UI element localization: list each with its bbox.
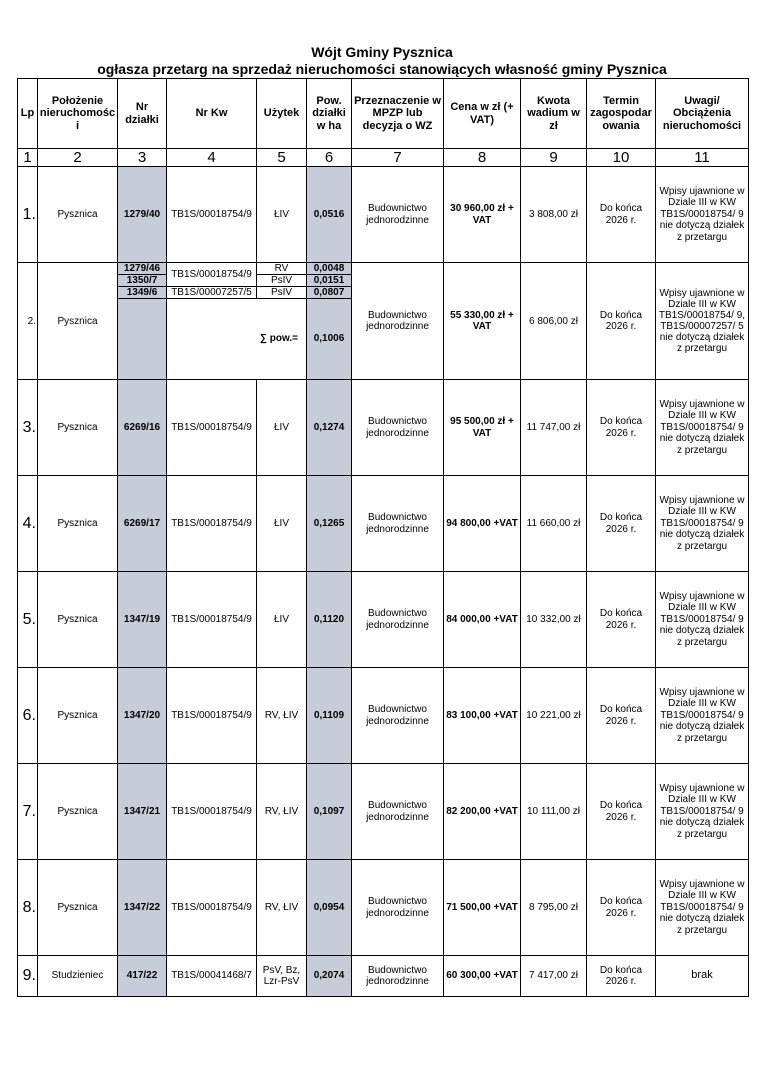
table-row xyxy=(18,263,749,275)
row-parcel-number: 1347/22 xyxy=(118,860,167,956)
row-lp: 5. xyxy=(18,572,38,668)
row-purpose: Budownictwo jednorodzinne xyxy=(352,764,444,860)
row-land-register: TB1S/00018754/9 xyxy=(167,668,257,764)
table-row xyxy=(18,380,749,476)
col-number: 6 xyxy=(307,149,352,167)
row-parcel-number: 1347/19 xyxy=(118,572,167,668)
row-deposit: 7 417,00 zł xyxy=(521,956,587,997)
row-term: Do końca 2026 r. xyxy=(587,476,656,572)
row-term: Do końca 2026 r. xyxy=(587,167,656,263)
row-land-use: PsIV xyxy=(257,275,307,287)
row-lp: 1. xyxy=(18,167,38,263)
row-location: Pysznica xyxy=(38,476,118,572)
row-area: 0,1274 xyxy=(307,380,352,476)
area-sum-label: ∑ pow.= xyxy=(167,299,307,380)
row-land-register: TB1S/00018754/9 xyxy=(167,380,257,476)
table-row xyxy=(18,167,749,263)
table-row xyxy=(18,668,749,764)
row-lp: 3. xyxy=(18,380,38,476)
row-lp: 8. xyxy=(18,860,38,956)
header-land-register: Nr Kw xyxy=(167,79,257,149)
row-deposit: 11 747,00 zł xyxy=(521,380,587,476)
row-notes: Wpisy ujawnione w Dziale III w KW TB1S/00018754/ 9 nie dotyczą działek z przetargu xyxy=(656,860,749,956)
header-row xyxy=(18,79,749,149)
row-location: Pysznica xyxy=(38,263,118,380)
row-price: 82 200,00 +VAT xyxy=(444,764,521,860)
row-location: Pysznica xyxy=(38,167,118,263)
row-lp: 4. xyxy=(18,476,38,572)
row-parcel-number: 1349/6 xyxy=(118,287,167,299)
table-row xyxy=(18,956,749,997)
document-subtitle: ogłasza przetarg na sprzedaż nieruchomości stanowiących własność gminy Pysznica xyxy=(97,61,667,77)
row-area: 0,2074 xyxy=(307,956,352,997)
row-land-use: RV, ŁIV xyxy=(257,764,307,860)
col-number: 1 xyxy=(18,149,38,167)
col-number: 9 xyxy=(521,149,587,167)
row-purpose: Budownictwo jednorodzinne xyxy=(352,476,444,572)
row-location: Pysznica xyxy=(38,380,118,476)
row-notes: Wpisy ujawnione w Dziale III w KW TB1S/00018754/ 9 nie dotyczą działek z przetargu xyxy=(656,668,749,764)
row-location: Pysznica xyxy=(38,572,118,668)
row-parcel-number: 1279/46 xyxy=(118,263,167,275)
row-land-register: TB1S/00018754/9 xyxy=(167,476,257,572)
row-land-use: ŁIV xyxy=(257,167,307,263)
row-term: Do końca 2026 r. xyxy=(587,860,656,956)
row-price: 95 500,00 zł + VAT xyxy=(444,380,521,476)
row-land-use: ŁIV xyxy=(257,476,307,572)
row-purpose: Budownictwo jednorodzinne xyxy=(352,668,444,764)
row-land-register: TB1S/00018754/9 xyxy=(167,860,257,956)
row-land-register: TB1S/00041468/7 xyxy=(167,956,257,997)
row-deposit: 10 111,00 zł xyxy=(521,764,587,860)
col-number: 10 xyxy=(587,149,656,167)
row-land-register: TB1S/00018754/9 xyxy=(167,167,257,263)
row-area: 0,0954 xyxy=(307,860,352,956)
row-land-use: ŁIV xyxy=(257,380,307,476)
row-area: 0,1120 xyxy=(307,572,352,668)
document-title: Wójt Gminy Pysznica xyxy=(311,44,453,60)
row-price: 60 300,00 +VAT xyxy=(444,956,521,997)
row-price: 94 800,00 +VAT xyxy=(444,476,521,572)
row-price: 30 960,00 zł + VAT xyxy=(444,167,521,263)
row-price: 83 100,00 +VAT xyxy=(444,668,521,764)
row-land-use: RV, ŁIV xyxy=(257,668,307,764)
col-number: 2 xyxy=(38,149,118,167)
row-land-use: ŁIV xyxy=(257,572,307,668)
row-area: 0,0516 xyxy=(307,167,352,263)
header-area: Pow. działki w ha xyxy=(307,79,352,149)
row-parcel-empty xyxy=(118,299,167,380)
row-deposit: 3 808,00 zł xyxy=(521,167,587,263)
row-notes: brak xyxy=(656,956,749,997)
row-notes: Wpisy ujawnione w Dziale III w KW TB1S/00018754/ 9, TB1S/00007257/ 5 nie dotyczą działek z przetargu xyxy=(656,263,749,380)
row-price: 71 500,00 +VAT xyxy=(444,860,521,956)
row-notes: Wpisy ujawnione w Dziale III w KW TB1S/00018754/ 9 nie dotyczą działek z przetargu xyxy=(656,764,749,860)
row-deposit: 8 795,00 zł xyxy=(521,860,587,956)
row-area: 0,0048 xyxy=(307,263,352,275)
row-area: 0,0807 xyxy=(307,287,352,299)
header-location: Położenie nieruchomości xyxy=(38,79,118,149)
header-deposit: Kwota wadium w zł xyxy=(521,79,587,149)
row-term: Do końca 2026 r. xyxy=(587,263,656,380)
row-land-use: RV xyxy=(257,263,307,275)
row-land-use: PsIV xyxy=(257,287,307,299)
col-number: 5 xyxy=(257,149,307,167)
tender-table xyxy=(17,78,749,997)
row-deposit: 11 660,00 zł xyxy=(521,476,587,572)
row-term: Do końca 2026 r. xyxy=(587,956,656,997)
row-notes: Wpisy ujawnione w Dziale III w KW TB1S/00018754/ 9 nie dotyczą działek z przetargu xyxy=(656,167,749,263)
row-price: 84 000,00 +VAT xyxy=(444,572,521,668)
row-lp: 6. xyxy=(18,668,38,764)
row-purpose: Budownictwo jednorodzinne xyxy=(352,380,444,476)
header-term: Termin zagospodarowania xyxy=(587,79,656,149)
row-area: 0,0151 xyxy=(307,275,352,287)
row-area: 0,1265 xyxy=(307,476,352,572)
header-parcel-number: Nr działki xyxy=(118,79,167,149)
header-purpose: Przeznaczenie w MPZP lub decyzja o WZ xyxy=(352,79,444,149)
row-lp: 7. xyxy=(18,764,38,860)
row-parcel-number: 1350/7 xyxy=(118,275,167,287)
header-land-use: Użytek xyxy=(257,79,307,149)
row-location: Pysznica xyxy=(38,764,118,860)
col-number: 7 xyxy=(352,149,444,167)
header-lp: Lp xyxy=(18,79,38,149)
col-number: 4 xyxy=(167,149,257,167)
header-price: Cena w zł (+ VAT) xyxy=(444,79,521,149)
row-location: Studzieniec xyxy=(38,956,118,997)
col-number: 3 xyxy=(118,149,167,167)
row-location: Pysznica xyxy=(38,668,118,764)
row-parcel-number: 1279/40 xyxy=(118,167,167,263)
header-notes: Uwagi/ Obciążenia nieruchomości xyxy=(656,79,749,149)
row-land-register: TB1S/00018754/9 xyxy=(167,764,257,860)
column-numbers-row xyxy=(18,149,749,167)
row-term: Do końca 2026 r. xyxy=(587,572,656,668)
row-price: 55 330,00 zł + VAT xyxy=(444,263,521,380)
row-purpose: Budownictwo jednorodzinne xyxy=(352,860,444,956)
row-location: Pysznica xyxy=(38,860,118,956)
row-parcel-number: 1347/20 xyxy=(118,668,167,764)
row-parcel-number: 417/22 xyxy=(118,956,167,997)
row-purpose: Budownictwo jednorodzinne xyxy=(352,572,444,668)
row-land-register: TB1S/00007257/5 xyxy=(167,287,257,299)
table-row xyxy=(18,764,749,860)
row-lp: 9. xyxy=(18,956,38,997)
row-land-register: TB1S/00018754/9 xyxy=(167,263,257,287)
row-parcel-number: 1347/21 xyxy=(118,764,167,860)
col-number: 11 xyxy=(656,149,749,167)
row-area: 0,1109 xyxy=(307,668,352,764)
table-row xyxy=(18,476,749,572)
table-row xyxy=(18,572,749,668)
row-notes: Wpisy ujawnione w Dziale III w KW TB1S/00018754/ 9 nie dotyczą działek z przetargu xyxy=(656,380,749,476)
row-land-register: TB1S/00018754/9 xyxy=(167,572,257,668)
row-purpose: Budownictwo jednorodzinne xyxy=(352,263,444,380)
row-term: Do końca 2026 r. xyxy=(587,764,656,860)
row-term: Do końca 2026 r. xyxy=(587,668,656,764)
col-number: 8 xyxy=(444,149,521,167)
area-sum-value: 0,1006 xyxy=(307,299,352,380)
row-deposit: 10 221,00 zł xyxy=(521,668,587,764)
table-row xyxy=(18,860,749,956)
row-area: 0,1097 xyxy=(307,764,352,860)
row-land-use: RV, ŁIV xyxy=(257,860,307,956)
row-deposit: 10 332,00 zł xyxy=(521,572,587,668)
row-notes: Wpisy ujawnione w Dziale III w KW TB1S/00018754/ 9 nie dotyczą działek z przetargu xyxy=(656,476,749,572)
row-purpose: Budownictwo jednorodzinne xyxy=(352,956,444,997)
row-parcel-number: 6269/17 xyxy=(118,476,167,572)
row-term: Do końca 2026 r. xyxy=(587,380,656,476)
row-deposit: 6 806,00 zł xyxy=(521,263,587,380)
row-parcel-number: 6269/16 xyxy=(118,380,167,476)
row-purpose: Budownictwo jednorodzinne xyxy=(352,167,444,263)
row-lp: 2. xyxy=(18,263,38,380)
row-land-use: PsV, Bz, Lzr-PsV xyxy=(257,956,307,997)
row-notes: Wpisy ujawnione w Dziale III w KW TB1S/00018754/ 9 nie dotyczą działek z przetargu xyxy=(656,572,749,668)
